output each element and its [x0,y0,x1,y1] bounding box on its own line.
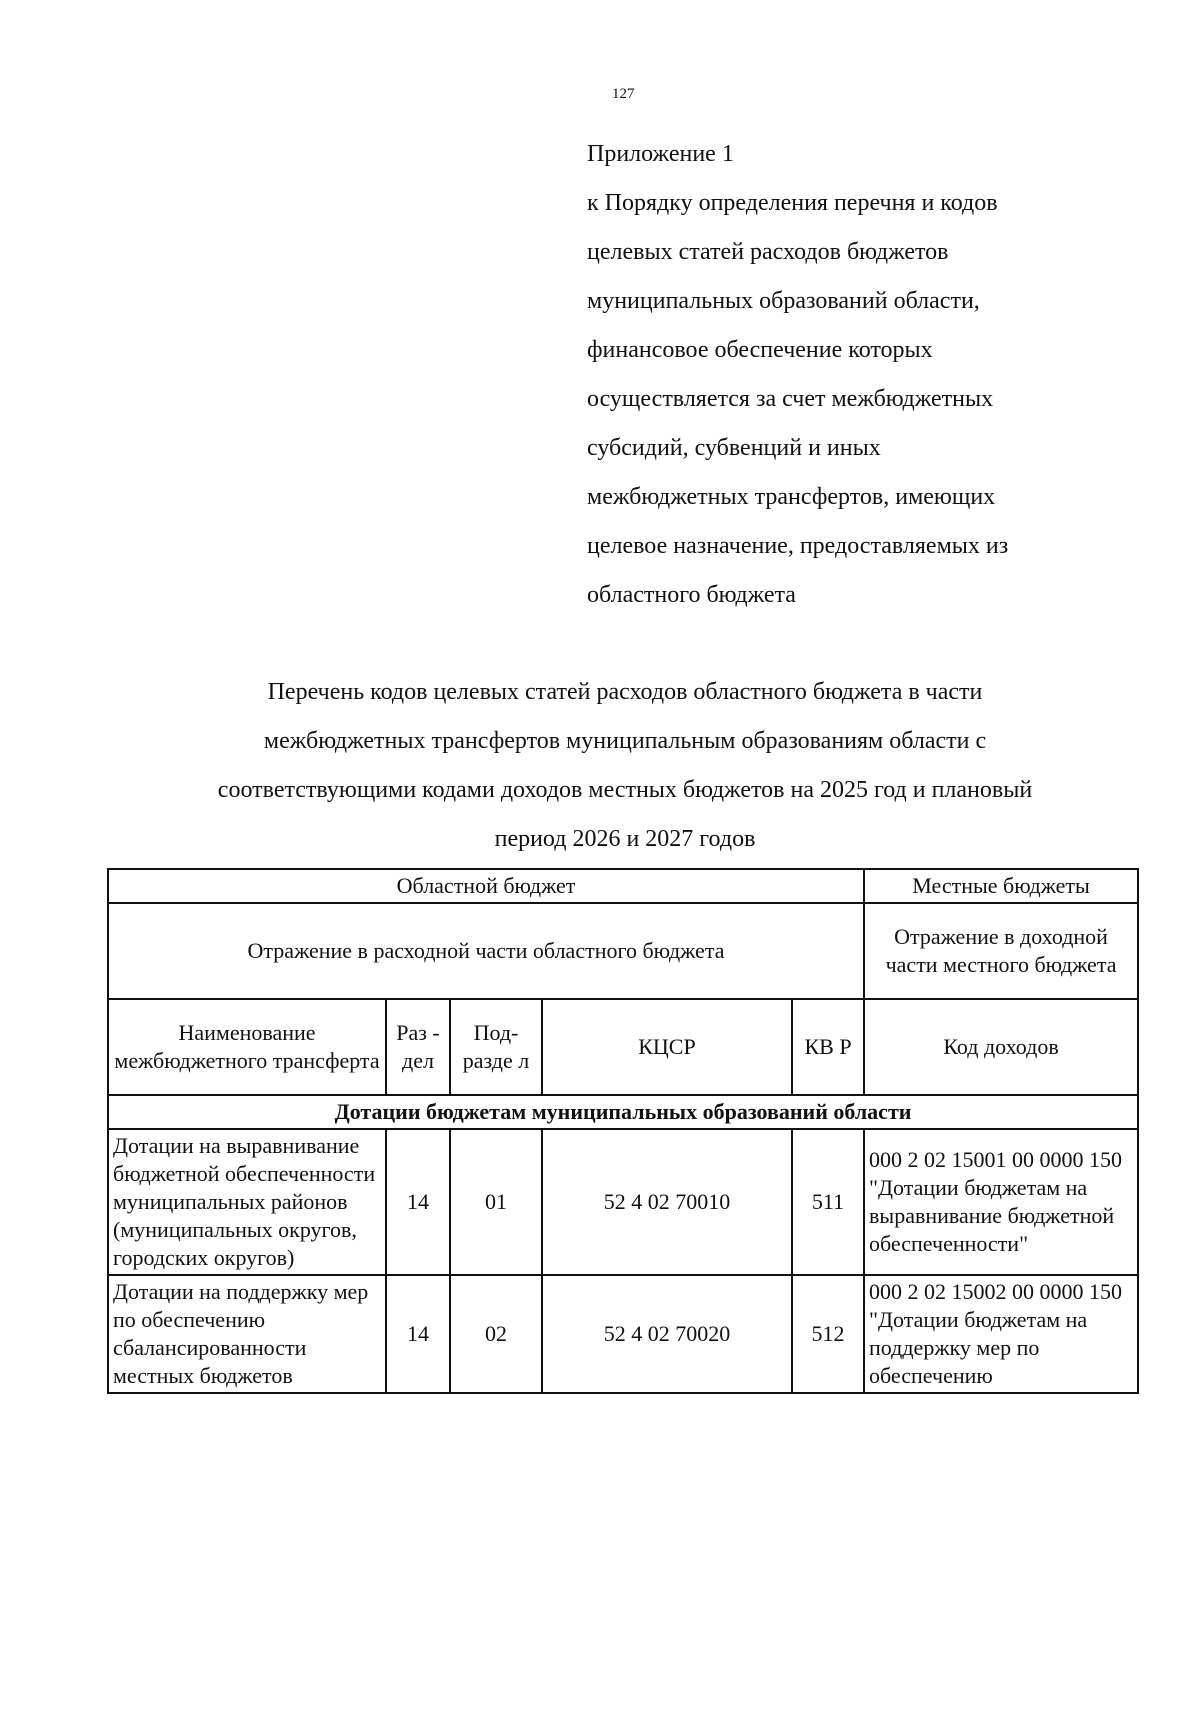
appendix-line: финансовое обеспечение которых [587,337,933,363]
page-number: 127 [612,86,635,102]
header-row-mid [108,903,1138,999]
title-line: соответствующими кодами доходов местных бюджетов на 2025 год и плановый [217,777,1033,803]
appendix-note [587,130,1107,620]
title-line: период 2026 и 2027 годов [494,826,756,852]
column-header-section: Раз - дел [386,999,450,1095]
cell-kvr: 511 [792,1129,864,1275]
cell-income-code: 000 2 02 15002 00 0000 150 "Дотации бюджетам на поддержку мер по обеспечению [864,1275,1138,1393]
appendix-line: муниципальных образований области, [587,288,980,314]
cell-name: Дотации на поддержку мер по обеспечению сбалансированности местных бюджетов [108,1275,386,1393]
header-expense-reflection: Отражение в расходной части областного бюджета [108,903,864,999]
cell-kcsr: 52 4 02 70020 [542,1275,792,1393]
column-header-name: Наименование межбюджетного трансферта [108,999,386,1095]
appendix-line: областного бюджета [587,582,796,608]
appendix-line: к Порядку определения перечня и кодов [587,190,998,216]
cell-subsection: 01 [450,1129,542,1275]
header-row-top [108,869,1138,903]
appendix-line: субсидий, субвенций и иных [587,435,881,461]
appendix-line: целевое назначение, предоставляемых из [587,533,1009,559]
column-header-income-code: Код доходов [864,999,1138,1095]
cell-section: 14 [386,1275,450,1393]
title-line: межбюджетных трансфертов муниципальным образованиям области с [263,728,987,754]
cell-kvr: 512 [792,1275,864,1393]
appendix-line: целевых статей расходов бюджетов [587,239,949,265]
appendix-line: Приложение 1 [587,141,734,167]
title-line: Перечень кодов целевых статей расходов областного бюджета в части [267,679,983,705]
column-header-kcsr: КЦСР [542,999,792,1095]
header-income-reflection: Отражение в доходной части местного бюджета [864,903,1138,999]
header-local-budgets: Местные бюджеты [864,869,1138,903]
section-row [108,1095,1138,1129]
cell-kcsr: 52 4 02 70010 [542,1129,792,1275]
table-row [108,1275,1138,1393]
cell-subsection: 02 [450,1275,542,1393]
section-title: Дотации бюджетам муниципальных образований области [108,1095,1138,1129]
appendix-line: осуществляется за счет межбюджетных [587,386,994,412]
table-row [108,1129,1138,1275]
header-row-columns [108,999,1138,1095]
cell-income-code: 000 2 02 15001 00 0000 150 "Дотации бюджетам на выравнивание бюджетной обеспеченности" [864,1129,1138,1275]
document-title [100,668,1150,864]
column-header-kvr: КВ Р [792,999,864,1095]
cell-section: 14 [386,1129,450,1275]
cell-name: Дотации на выравнивание бюджетной обеспеченности муниципальных районов (муниципальных округов, городских округов) [108,1129,386,1275]
header-regional-budget: Областной бюджет [108,869,864,903]
transfers-table [107,868,1139,1394]
column-header-subsection: Под- разде л [450,999,542,1095]
appendix-line: межбюджетных трансфертов, имеющих [587,484,996,510]
